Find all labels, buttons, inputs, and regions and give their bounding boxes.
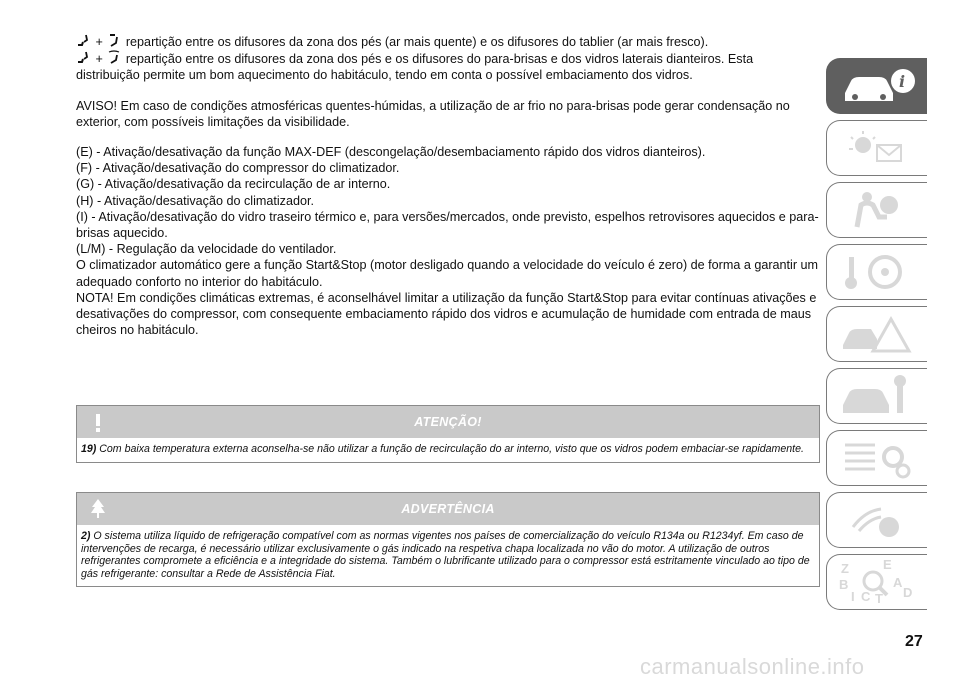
warning-number: 19) <box>81 443 97 455</box>
svg-text:B: B <box>839 577 849 592</box>
warning-title: ATENÇÃO! <box>414 415 482 429</box>
car-info-icon <box>835 63 921 109</box>
windscreen-airflow-icon <box>106 50 122 66</box>
warning-body <box>77 438 819 462</box>
advice-body <box>77 525 819 586</box>
advice-header <box>77 493 819 525</box>
paragraph-feet-windscreen: + repartição entre os difusores da zona dos pés e os difusores do para-brisas e dos vidros laterais dianteiros. Esta distribuição permite um bom aquecimento do habitáculo, tendo em conta o possível embaciamento dos vidros. <box>76 52 754 83</box>
multimedia-icon <box>835 497 921 543</box>
technical-data-icon <box>835 435 921 481</box>
svg-text:E: E <box>883 559 892 572</box>
dash-airflow-icon <box>106 33 122 49</box>
feet-airflow-icon <box>76 50 92 66</box>
svg-text:C: C <box>861 589 871 604</box>
watermark: carmanualsonline.info <box>640 654 865 679</box>
starting-driving-icon <box>835 249 921 295</box>
start-stop-paragraph: O climatizador automático gere a função Start&Stop (motor desligado quando a velocidade do veículo é zero) de forma a garantir um adequado conforto no interior do habitáculo. <box>76 258 819 289</box>
tab-technical-data[interactable] <box>826 430 927 486</box>
warning-text: Com baixa temperatura externa aconselha-se não utilizar a função de recirculação do ar interno, visto que os vidros podem embaciar-se rapidamente. <box>99 443 804 455</box>
advice-title: ADVERTÊNCIA <box>401 502 495 516</box>
advice-text: O sistema utiliza líquido de refrigeração compatível com as normas vigentes nos países de comercialização do veículo R134a ou R1234yf. Em caso de intervenções de recarga, é necessário utilizar exclusivamente o gás indicado na respetiva chapa localizada no vão do motor. A utilização de outros refrigerantes compromete a eficiência e a integridade do sistema. Também o lubrificante utilizado para o compressor está estritamente vinculado ao tipo de gás refrigerante: consultar a Rede de Assistência Fiat. <box>81 530 810 580</box>
advice-box <box>76 492 820 587</box>
tab-lights-messages[interactable] <box>826 120 927 176</box>
lights-messages-icon <box>835 125 921 171</box>
tab-multimedia[interactable] <box>826 492 927 548</box>
tab-index[interactable] <box>826 554 927 610</box>
paragraph-feet-dash: + repartição entre os difusores da zona dos pés (ar mais quente) e os difusores do tablier (ar mais fresco). <box>76 33 820 50</box>
svg-text:Z: Z <box>841 561 849 576</box>
tab-maintenance[interactable] <box>826 368 927 424</box>
list-item: (G) - Ativação/desativação da recirculação de ar interno. <box>76 177 391 192</box>
list-item: (H) - Ativação/desativação do climatizador. <box>76 193 314 208</box>
advice-number: 2) <box>81 530 91 542</box>
main-text <box>76 33 820 338</box>
tab-emergency[interactable] <box>826 306 927 362</box>
feet-airflow-icon <box>76 33 92 49</box>
svg-text:D: D <box>903 585 913 600</box>
tab-starting-driving[interactable] <box>826 244 927 300</box>
list-item: (L/M) - Regulação da velocidade do ventilador. <box>76 242 337 257</box>
svg-text:i: i <box>899 72 906 91</box>
list-item: (E) - Ativação/desativação da função MAX-DEF (descongelação/desembaciamento rápido dos vidros dianteiros). <box>76 145 706 160</box>
svg-text:T: T <box>875 591 883 605</box>
index-icon <box>835 559 921 605</box>
maintenance-icon <box>835 373 921 419</box>
nota-paragraph: NOTA! Em condições climáticas extremas, é aconselhável limitar a utilização da função Start&Stop para evitar contínuas ativações e desativações do compressor, com consequente embaciamento rápido dos vidros e acumulação de humidade com entrada de maus cheiros no habitáculo. <box>76 290 817 338</box>
aviso-paragraph: AVISO! Em caso de condições atmosféricas quentes-húmidas, a utilização de ar frio no para-brisas pode gerar condensação no exterior, com possíveis limitações da visibilidade. <box>76 98 790 129</box>
warning-header <box>77 406 819 438</box>
svg-text:A: A <box>893 575 903 590</box>
svg-text:I: I <box>851 589 855 604</box>
tab-car-info[interactable] <box>826 58 927 114</box>
page-number: 27 <box>905 633 923 650</box>
safety-airbag-icon <box>835 187 921 233</box>
warning-box <box>76 405 820 463</box>
list-item: (F) - Ativação/desativação do compressor do climatizador. <box>76 161 400 176</box>
emergency-icon <box>835 311 921 357</box>
tab-safety[interactable] <box>826 182 927 238</box>
list-item: (I) - Ativação/desativação do vidro traseiro térmico e, para versões/mercados, onde previsto, espelhos retrovisores aquecidos e para-brisas aquecido. <box>76 209 819 241</box>
